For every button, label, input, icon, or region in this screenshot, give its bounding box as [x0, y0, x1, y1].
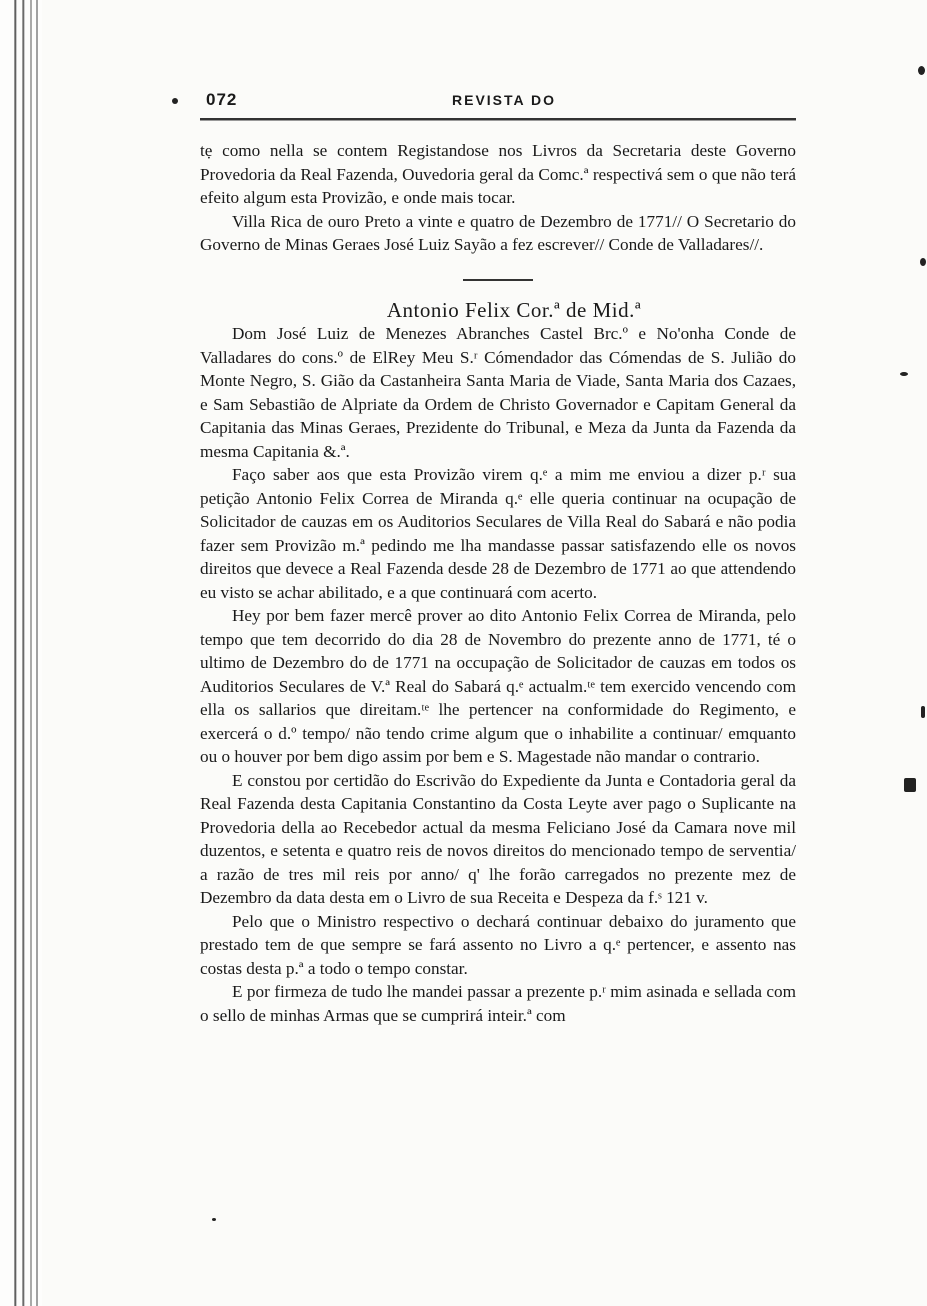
print-speck: [921, 706, 925, 718]
page-header: [200, 88, 796, 118]
paragraph-preamble: Dom José Luiz de Menezes Abranches Castel Brc.º e No'onha Conde de Valladares do cons.º de ElRey Meu S.ʳ Cómendador das Cómendas de S. Julião do Monte Negro, S. Gião da Castanheira Santa Maria de Viade, Santa Maria dos Cazaes, e Sam Sebastião de Alpriate da Ordem de Christo Governador e Capitam General da Capitania das Minas Geraes, Prezidente do Tribunal, e Meza da Junta da Fazenda da mesma Capitania &.ª.: [200, 324, 796, 461]
paragraph-certificate: E constou por certidão do Escrivão do Expediente da Junta e Contadoria geral da Real Fazenda desta Capitania Constantino da Costa Leyte aver pago o Suplicante na Provedoria della ao Recebedor actual da mesma Feliciano José da Camara nove mil duzentos, e setenta e quatro reis de novos direitos do mencionado tempo de serventia/ a razão de tres mil reis por anno/ q' lhe forão carregados no prezente mez de Dezembro da data desta em o Livro de sua Receita e Despeza da f.ˢ 121 v.: [200, 770, 796, 907]
print-speck: [920, 258, 926, 266]
paragraph-oath: Pelo que o Ministro respectivo o dechará continuar debaixo do juramento que prestado tem de que sempre se fará assento no Livro a q.ᵉ pertencer, e assento nas costas desta p.ª a todo o tempo constar.: [200, 911, 796, 978]
paragraph-appointment: Hey por bem fazer mercê prover ao dito Antonio Felix Correa de Miranda, pelo tempo que tem decorrido do dia 28 de Novembro do prezente anno de 1771, té o ultimo de Dezembro do de 1771 na occupação de Solicitador de cauzas em todos os Auditorios Seculares de V.ª Real do Sabará q.ᵉ actualm.ᵗᵉ tem exercido vencendo com ella os sallarios que direitam.ᵗᵉ lhe pertencer na conformidade do Regimento, e exercerá o d.º tempo/ não tendo crime algum que o inhabilite a continuar/ emquanto ou o houver por bem digo assim por bem e S. Magestade não mandar o contrario.: [200, 606, 796, 766]
running-head: REVISTA DO: [452, 92, 557, 108]
paragraph-closing: E por firmeza de tudo lhe mandei passar a prezente p.ʳ mim asinada e sellada com o sello de minhas Armas que se cumprirá inteir.ª com: [200, 982, 796, 1025]
print-speck: [918, 66, 925, 75]
page-body: [200, 139, 796, 1027]
page-number: 072: [206, 90, 238, 109]
print-speck: [904, 778, 916, 792]
paragraph-continuation: tẹ como nella se contem Registandose nos Livros da Secretaria deste Governo Provedoria da Real Fazenda, Ouvedoria geral da Comc.ª respectivá sem o que não terá efeito algum esta Provizão, e onde mais tocar.: [200, 141, 796, 207]
paragraph-dateline: Villa Rica de ouro Preto a vinte e quatro de Dezembro de 1771// O Secretario do Governo de Minas Geraes José Luiz Sayão a fez escrever// Conde de Valladares//.: [200, 211, 796, 254]
print-speck: [172, 98, 178, 104]
page-binding-edge: [0, 0, 42, 1306]
section-title: Antonio Felix Cor.ª de Mid.ª: [386, 297, 642, 322]
paragraph-petition: Faço saber aos que esta Provizão virem q.ᵉ a mim me enviou a dizer p.ʳ sua petição Antonio Felix Correa de Miranda q.ᵉ elle queria continuar na ocupação de Solicitador de cauzas em os Auditorios Seculares de Villa Real do Sabará e não podia fazer sem Provizão m.ª pedindo me lha mandasse passar satisfazendo elle os novos direitos que devece a Real Fazenda desde 28 de Dezembro de 1771 ao que attendendo eu visto se achar abilitado, e a que continuará com acerto.: [200, 465, 796, 602]
print-speck: [212, 1218, 216, 1221]
print-speck: [900, 372, 908, 376]
section-divider: [463, 279, 533, 281]
header-rule: [200, 118, 796, 120]
